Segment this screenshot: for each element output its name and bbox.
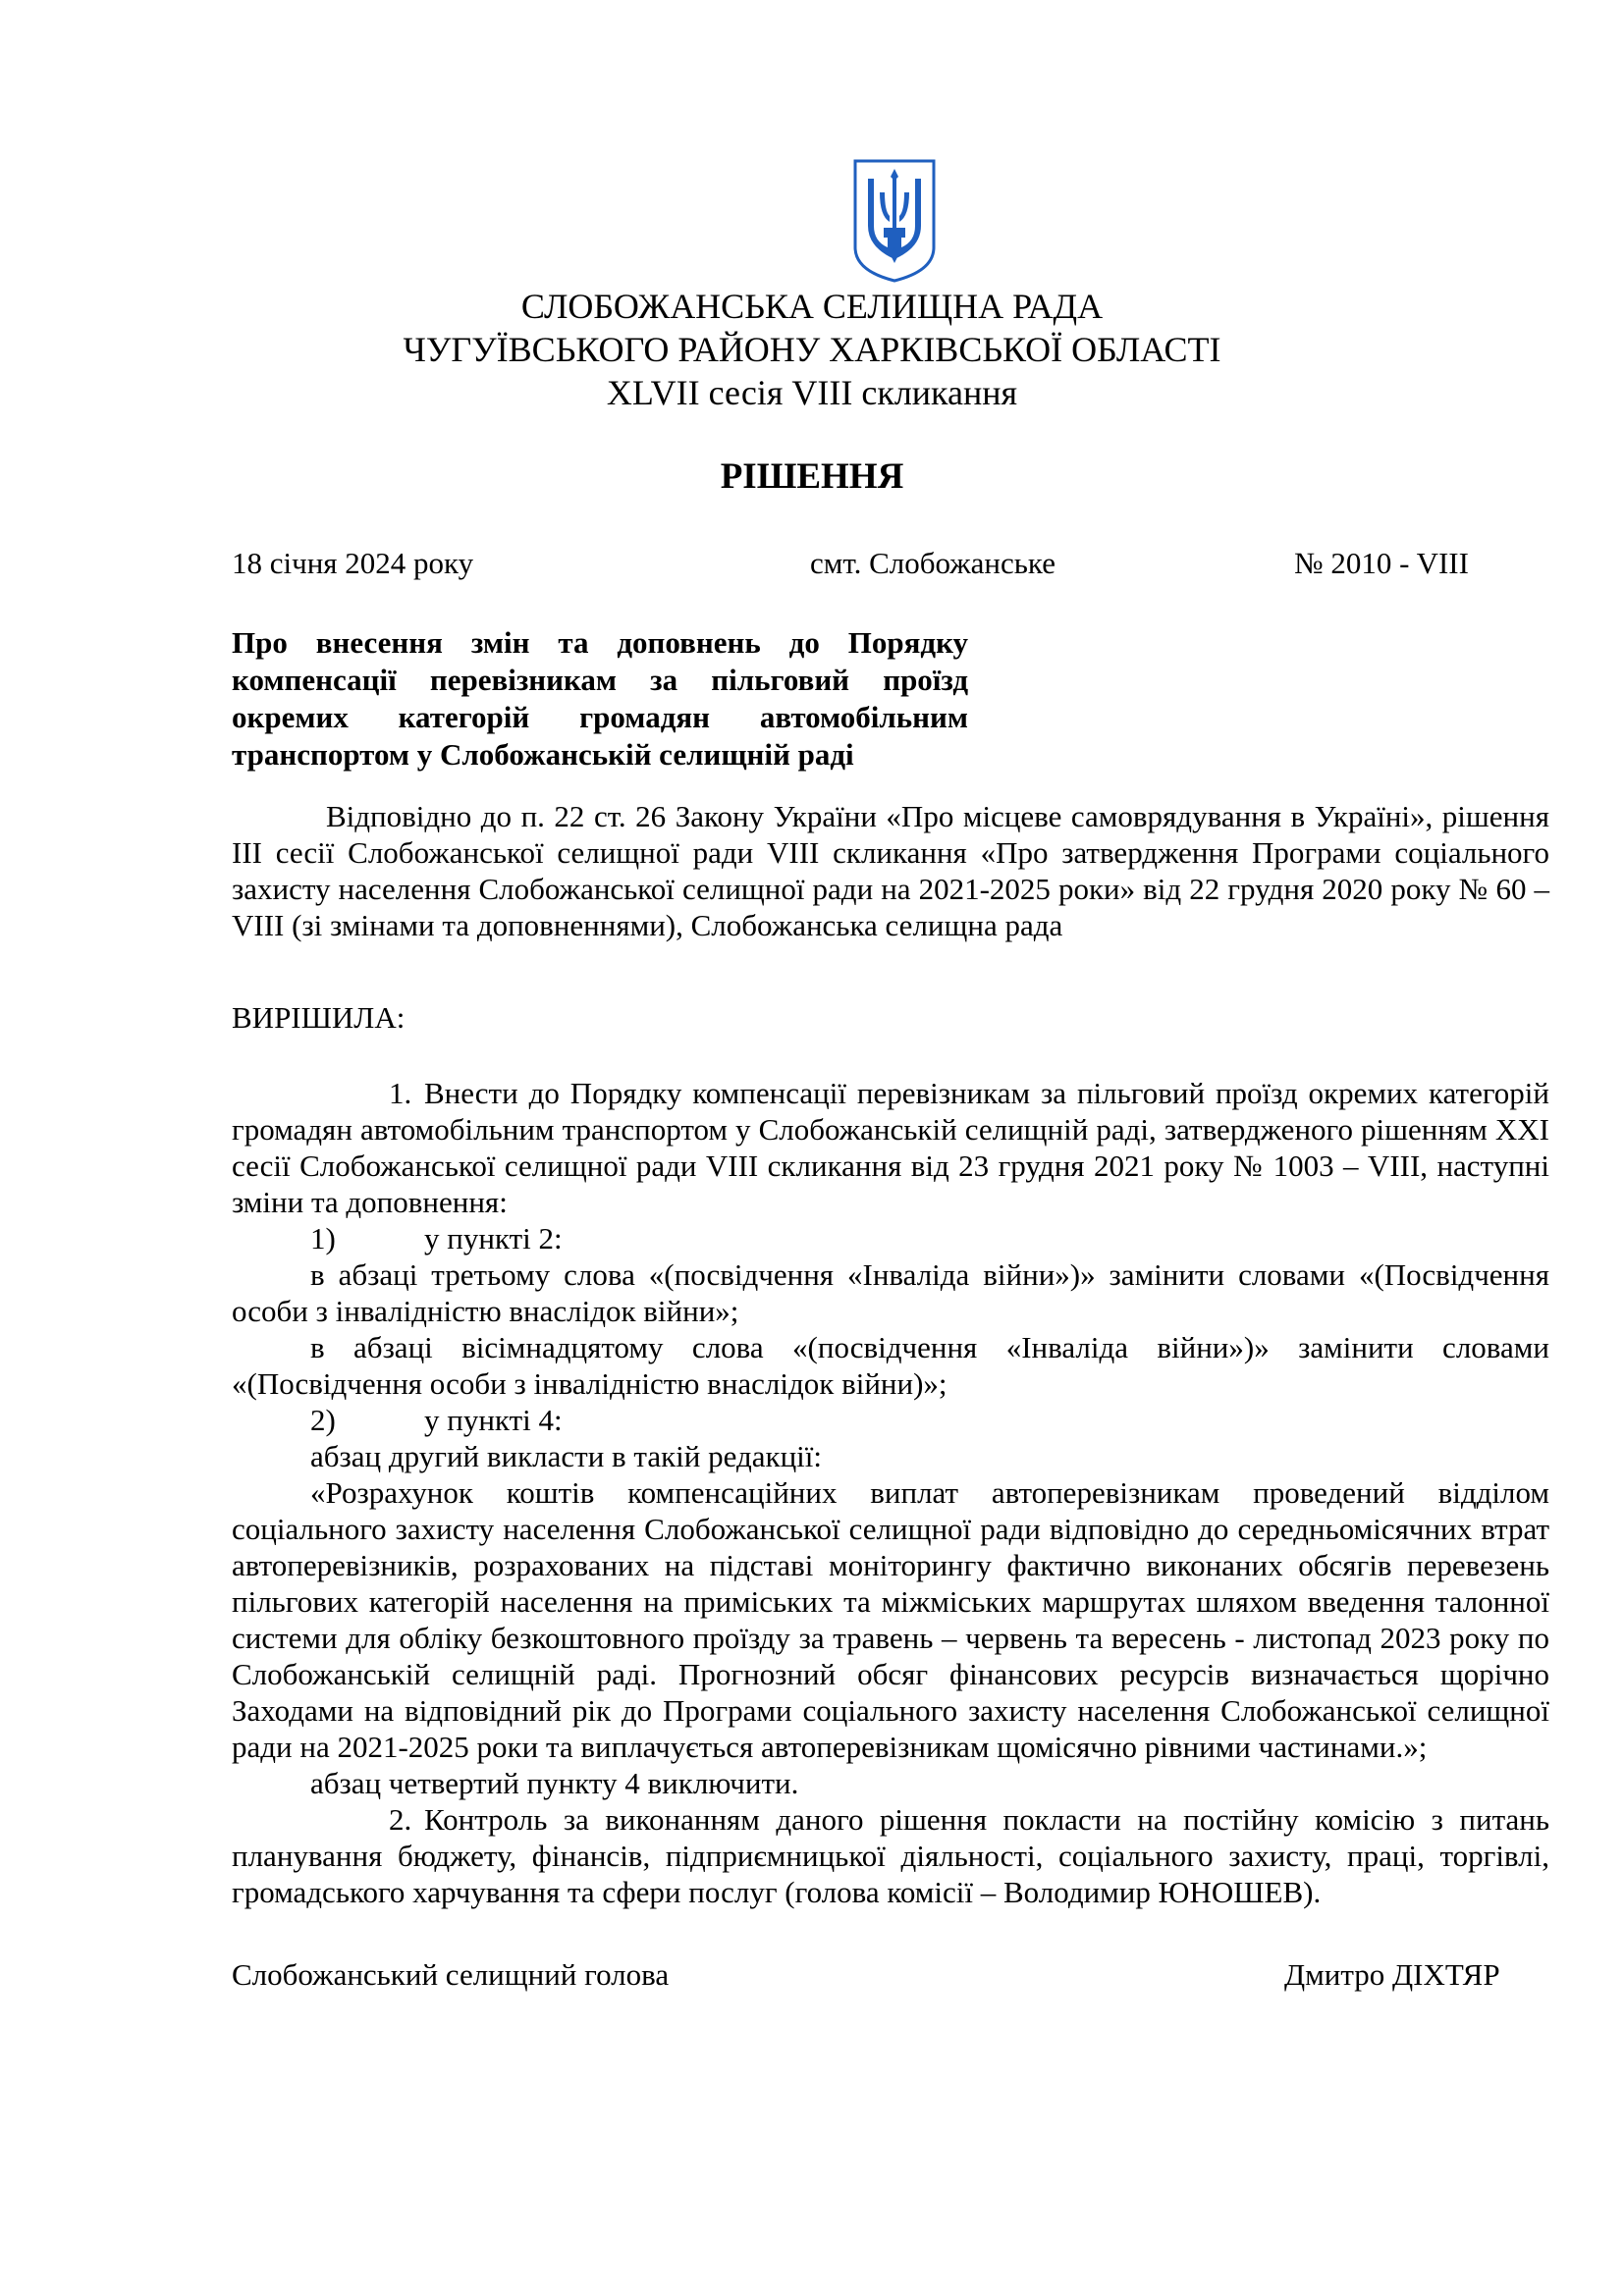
decision-subject: Про внесення змін та доповнень до Порядку компенсації перевізникам за пільговий проїзд окремих категорій громадян автомобільним транспортом у Слобожанській селищній раді: [232, 625, 968, 772]
decision-date: 18 січня 2024 року: [232, 546, 474, 580]
decision-place: смт. Слобожанське: [810, 546, 1056, 580]
council-name: СЛОБОЖАНСЬКА СЕЛИЩНА РАДА: [520, 287, 1104, 326]
trident-coat-of-arms-icon: [850, 157, 939, 285]
preamble-block: [232, 798, 1549, 943]
signature-position: Слобожанський селищний голова: [232, 1957, 670, 1992]
subitem-2-paragraph-b: абзац четвертий пункту 4 виключити.: [310, 1766, 799, 1800]
document-title: РІШЕННЯ: [720, 456, 904, 497]
subitem-2: [232, 1402, 1549, 1438]
decision-items: [232, 1075, 1549, 1910]
decision-number: № 2010 - VIII: [1294, 546, 1469, 580]
subitem-1-paragraph-a: в абзаці третьому слова «(посвідчення «Інваліда війни»)» замінити словами «(Посвідчення особи з інвалідністю внаслідок війни»;: [232, 1257, 1549, 1328]
subitem-1-text: у пункті 2:: [424, 1221, 563, 1255]
subitem-2-quote: «Розрахунок коштів компенсаційних виплат автоперевізникам проведений відділом соціального захисту населення Слобожанської селищної ради відповідно до середньомісячних втрат автоперевізників, розрахованих на підставі моніторингу фактично виконаних обсягів перевезень пільгових категорій населення на приміських та міжміських маршрутах шляхом введення талонної системи для обліку безкоштовного проїзду за травень – червень та вересень - листопад 2023 року по Слобожанській селищній раді. Прогнозний обсяг фінансових ресурсів визначається щорічно Заходами на відповідний рік до Програми соціального захисту населення Слобожанської селищної ради на 2021-2025 роки та виплачується автоперевізникам щомісячно рівними частинами.»;: [232, 1475, 1549, 1764]
subitem-1-paragraph-b: в абзаці вісімнадцятому слова «(посвідчення «Інваліда війни»)» замінити словами «(Посвідчення особи з інвалідністю внаслідок війни)»;: [232, 1330, 1549, 1401]
item-1-text: Внести до Порядку компенсації перевізникам за пільговий проїзд окремих категорій громадян автомобільним транспортом у Слобожанській селищній раді, затвердженого рішенням XXI сесії Слобожанської селищної ради VIII скликання від 23 грудня 2021 року № 1003 – VIII, наступні зміни та доповнення:: [232, 1076, 1549, 1219]
subitem-1: [232, 1220, 1549, 1256]
subitem-1-number: 1): [310, 1221, 336, 1255]
decided-label: ВИРІШИЛА:: [232, 1000, 406, 1035]
item-1-number: 1.: [389, 1076, 412, 1110]
item-2: [232, 1801, 1549, 1910]
item-1: [232, 1075, 1549, 1220]
district-name: ЧУГУЇВСЬКОГО РАЙОНУ ХАРКІВСЬКОЇ ОБЛАСТІ: [403, 330, 1221, 369]
subitem-2-text: у пункті 4:: [424, 1403, 563, 1437]
item-2-text: Контроль за виконанням даного рішення покласти на постійну комісію з питань планування бюджету, фінансів, підприємницької діяльності, соціального захисту, праці, торгівлі, громадського харчування та сфери послуг (голова комісії – Володимир ЮНОШЕВ).: [232, 1802, 1549, 1909]
subitem-2-number: 2): [310, 1403, 336, 1437]
signature-name: Дмитро ДІХТЯР: [1284, 1957, 1500, 1992]
subitem-2-paragraph-a: абзац другий викласти в такій редакції:: [310, 1439, 823, 1473]
preamble-paragraph: Відповідно до п. 22 ст. 26 Закону України «Про місцеве самоврядування в Україні», рішення ІІІ сесії Слобожанської селищної ради VIII скликання «Про затвердження Програми соціального захисту населення Слобожанської селищної ради на 2021-2025 роки» від 22 грудня 2020 року № 60 – VIII (зі змінами та доповненнями), Слобожанська селищна рада: [232, 799, 1549, 942]
item-2-number: 2.: [389, 1802, 412, 1837]
session-name: XLVII сесія VIII скликання: [606, 373, 1018, 412]
